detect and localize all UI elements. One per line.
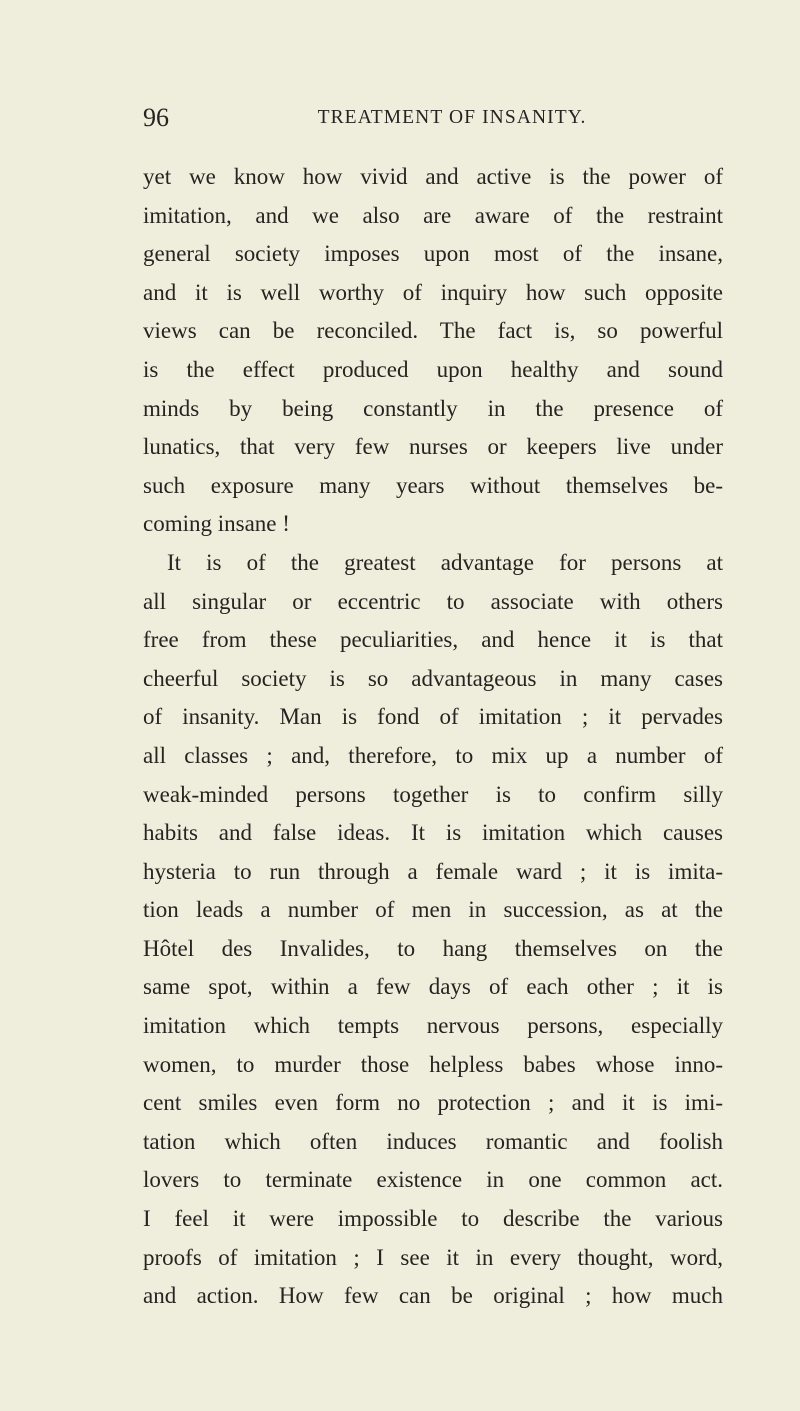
page-number: 96 [143,103,169,132]
text-line: cheerful society is so advantageous in many cases [143,665,723,691]
running-head [143,103,723,133]
text-line: views can be reconciled. The fact is, so powerful [143,318,723,344]
text-line: coming insane ! [143,511,290,537]
text-line: I feel it were impossible to describe the various [143,1206,723,1232]
text-line: and it is well worthy of inquiry how such opposite [143,279,723,305]
text-line: proofs of imitation ; I see it in every thought, word, [143,1244,723,1270]
text-line: such exposure many years without themselves be- [143,472,723,498]
text-line: yet we know how vivid and active is the power of [143,164,723,189]
text-line: lunatics, that very few nurses or keepers live under [143,434,723,460]
text-line: tation which often induces romantic and foolish [143,1128,723,1154]
text-line: tion leads a number of men in succession, as at the [143,897,723,923]
text-line: weak-minded persons together is to confirm silly [143,781,723,807]
text-line: same spot, within a few days of each other ; it is [143,974,723,1000]
text-line: lovers to terminate existence in one common act. [143,1167,723,1193]
body-text [143,158,723,1316]
text-line: and action. How few can be original ; how much [143,1283,723,1309]
text-line: free from these peculiarities, and hence it is that [143,627,723,653]
text-line: imitation, and we also are aware of the restraint [143,202,723,228]
text-line: all classes ; and, therefore, to mix up a number of [143,742,723,768]
text-line: habits and false ideas. It is imitation which causes [143,820,723,846]
paragraph-first-line: It is of the greatest advantage for persons at [167,549,723,575]
text-line: women, to murder those helpless babes whose inno- [143,1051,723,1077]
text-line: Hôtel des Invalides, to hang themselves on the [143,935,723,961]
text-line: general society imposes upon most of the insane, [143,241,723,267]
text-line: all singular or eccentric to associate with others [143,588,723,614]
text-line: of insanity. Man is fond of imitation ; it pervades [143,704,723,730]
text-line: imitation which tempts nervous persons, especially [143,1013,723,1039]
text-line: cent smiles even form no protection ; and it is imi- [143,1090,723,1116]
text-line: minds by being constantly in the presence of [143,395,723,421]
text-line: hysteria to run through a female ward ; it is imita- [143,858,723,884]
text-line: is the effect produced upon healthy and sound [143,356,723,382]
running-title: TREATMENT OF INSANITY. [317,107,587,128]
